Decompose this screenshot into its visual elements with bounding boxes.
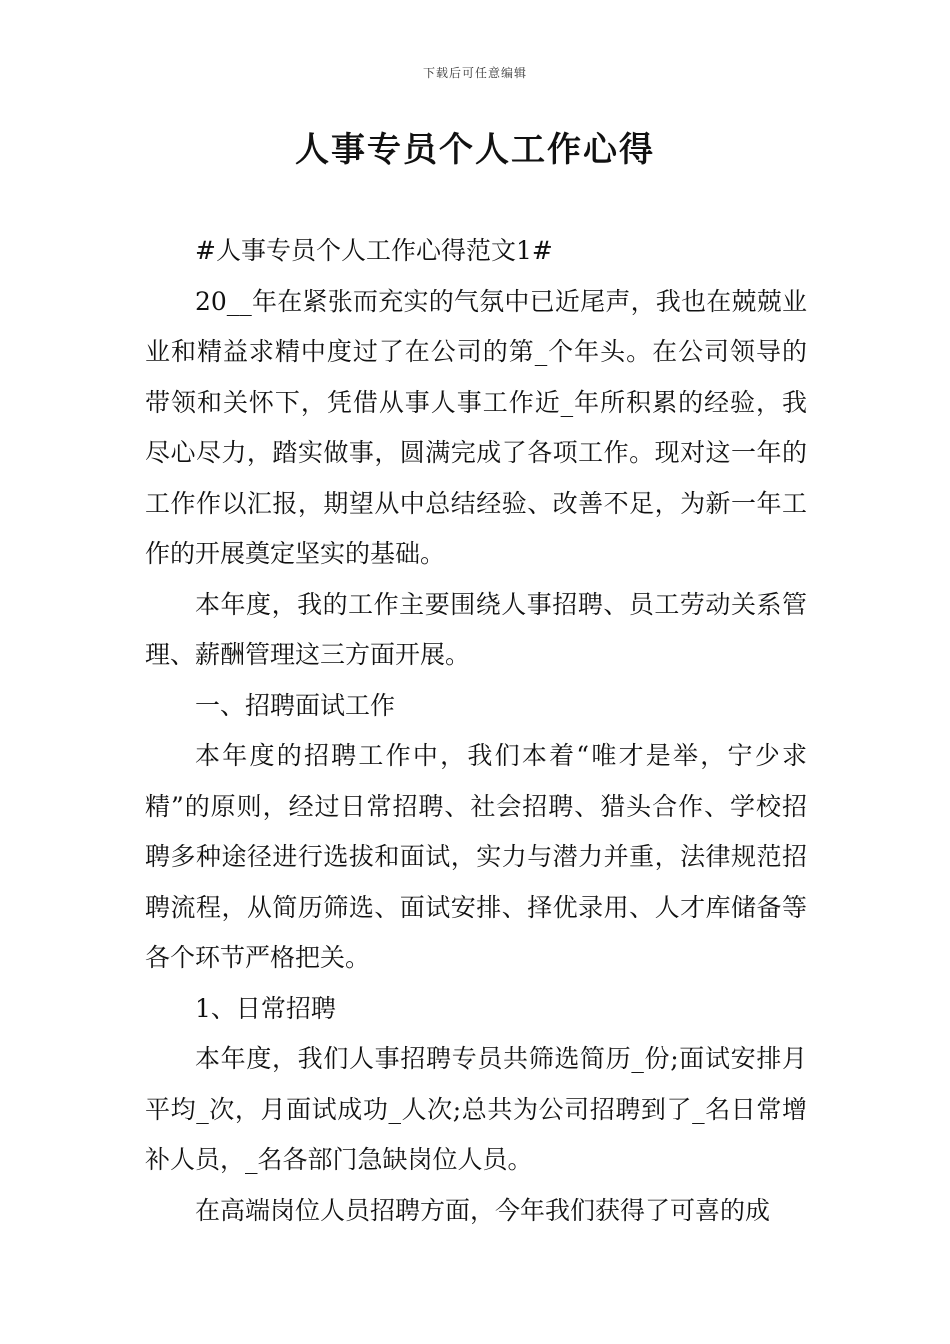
paragraph-intro: 20__年在紧张而充实的气氛中已近尾声，我也在兢兢业业和精益求精中度过了在公司的第_个年头。在公司领导的带领和关怀下，凭借从事人事工作近_年所积累的经验，我尽心尽力，踏实做事，圆满完成了各项工作。现对这一年的工作作以汇报，期望从中总结经验、改善不足，为新一年工作的开展奠定坚实的基础。 (145, 286, 807, 568)
paragraph-daily: 本年度，我们人事招聘专员共筛选简历_份;面试安排月平均_次，月面试成功_人次;总共为公司招聘到了_名日常增补人员，_名各部门急缺岗位人员。 (145, 1044, 807, 1174)
paragraph-section-heading: #人事专员个人工作心得范文1# (195, 236, 553, 265)
paragraph-senior: 在高端岗位人员招聘方面，今年我们获得了可喜的成 (195, 1195, 771, 1225)
paragraph-heading-recruitment: 一、招聘面试工作 (195, 690, 396, 720)
paragraph-heading-daily: 1、日常招聘 (195, 993, 336, 1023)
document-body (145, 226, 807, 1236)
paragraph-scope: 本年度，我的工作主要围绕人事招聘、员工劳动关系管理、薪酬管理这三方面开展。 (145, 589, 807, 669)
document-title: 人事专员个人工作心得 (295, 130, 655, 170)
paragraph-recruitment: 本年度的招聘工作中，我们本着“唯才是举，宁少求精”的原则，经过日常招聘、社会招聘、猎头合作、学校招聘多种途径进行选拔和面试，实力与潜力并重，法律规范招聘流程，从简历筛选、面试安排、择优录用、人才库储备等各个环节严格把关。 (145, 741, 807, 972)
header-note: 下载后可任意编辑 (422, 66, 527, 80)
